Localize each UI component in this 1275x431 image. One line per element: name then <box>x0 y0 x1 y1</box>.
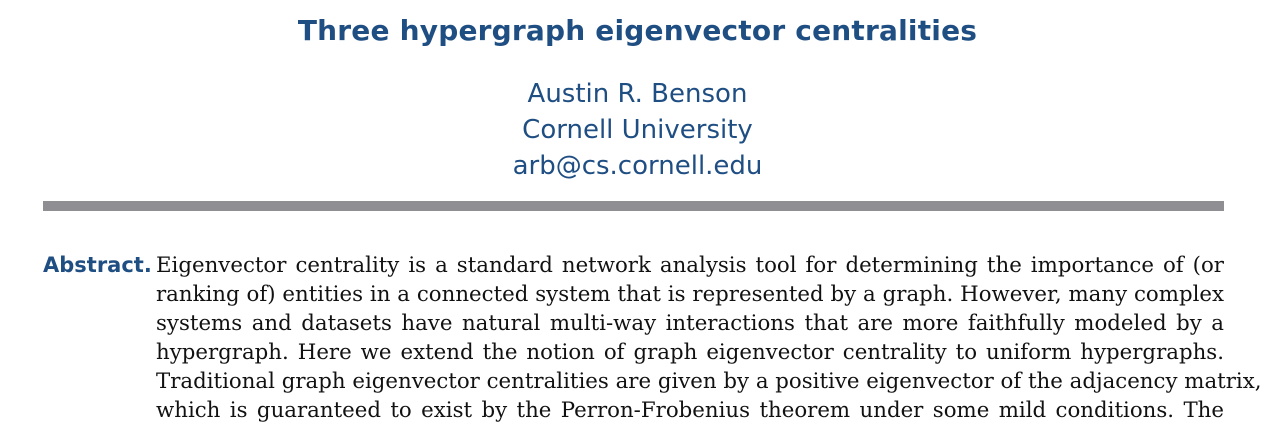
author-block <box>0 76 1275 184</box>
abstract-line: ranking of) entities in a connected system that is represented by a graph. However, many complex <box>156 282 1224 307</box>
author-email: arb@cs.cornell.edu <box>512 151 763 181</box>
author-affiliation: Cornell University <box>522 115 753 145</box>
abstract-line: Eigenvector centrality is a standard network analysis tool for determining the importance of (or <box>156 253 1224 278</box>
abstract-body <box>156 251 1262 425</box>
abstract-line: Traditional graph eigenvector centralities are given by a positive eigenvector of the adjacency matrix, <box>156 369 1262 394</box>
section-divider <box>43 201 1224 211</box>
author-name: Austin R. Benson <box>527 79 748 109</box>
abstract-label: Abstract. <box>43 253 152 277</box>
abstract-line: which is guaranteed to exist by the Perron-Frobenius theorem under some mild conditions. The <box>156 398 1224 423</box>
abstract-line: hypergraph. Here we extend the notion of graph eigenvector centrality to uniform hypergraphs. <box>156 340 1224 365</box>
paper-title: Three hypergraph eigenvector centralities <box>297 14 978 47</box>
abstract-line: systems and datasets have natural multi-way interactions that are more faithfully modeled by a <box>156 311 1224 336</box>
